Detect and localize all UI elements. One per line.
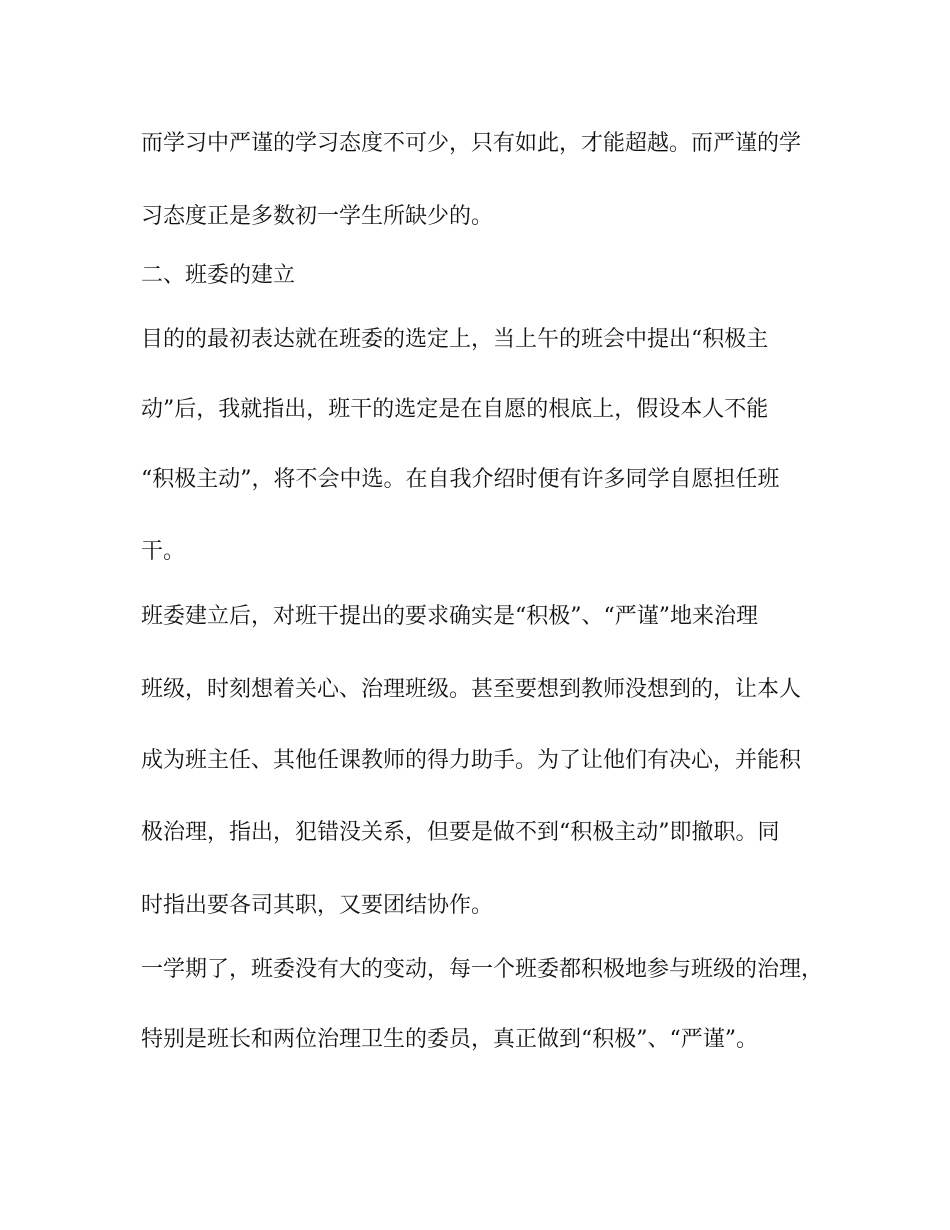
text-line: 特别是班长和两位治理卫生的委员，真正做到“积极”、“严谨”。: [141, 1027, 758, 1052]
text-line: 班级，时刻想着关心、治理班级。甚至要想到教师没想到的，让本人: [141, 677, 802, 702]
text-line: 班委建立后，对班干提出的要求确实是“积极”、“严谨”地来治理: [141, 604, 758, 629]
text-line: 极治理，指出，犯错没关系，但要是做不到“积极主动”即撤职。同: [141, 820, 780, 845]
text-line: 干。: [141, 539, 186, 564]
text-line: 习态度正是多数初一学生所缺少的。: [141, 204, 494, 229]
section-heading: 二、班委的建立: [141, 263, 296, 288]
text-line: “积极主动”，将不会中选。在自我介绍时便有许多同学自愿担任班: [141, 467, 780, 492]
text-line: 目的的最初表达就在班委的选定上，当上午的班会中提出“积极主: [141, 327, 769, 352]
text-line: 时指出要各司其职，又要团结协作。: [141, 893, 494, 918]
text-line: 而学习中严谨的学习态度不可少，只有如此，才能超越。而严谨的学: [141, 131, 802, 156]
text-line: 成为班主任、其他任课教师的得力助手。为了让他们有决心，并能积: [141, 748, 802, 773]
text-line: 一学期了，班委没有大的变动，每一个班委都积极地参与班级的治理，: [141, 957, 824, 982]
text-line: 动”后，我就指出，班干的选定是在自愿的根底上，假设本人不能: [141, 397, 769, 422]
